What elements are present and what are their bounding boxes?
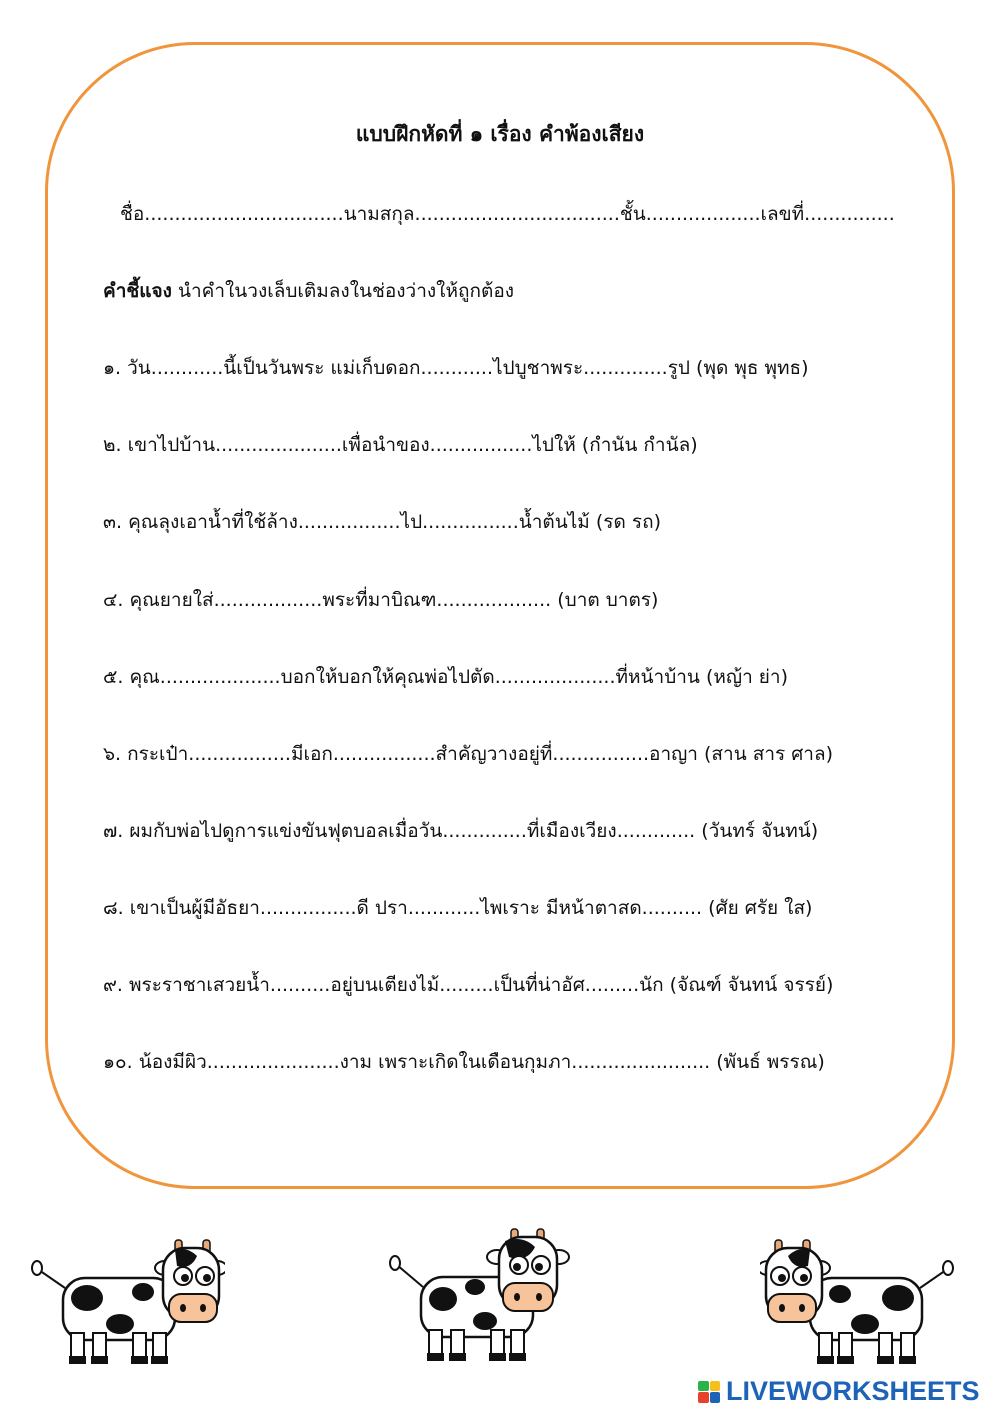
student-info-line: ชื่อ.................................นามสกุล..................................ชั้น...................เลขที่............... xyxy=(120,203,895,225)
question-6: ๖. กระเป๋า.................มีเอก.................สำคัญวางอยู่ที่................อาญา (สาน สาร ศาล) xyxy=(103,743,834,765)
logo-mark-icon xyxy=(698,1381,720,1403)
logo-text: LIVEWORKSHEETS xyxy=(726,1376,980,1406)
instruction xyxy=(103,276,514,306)
liveworksheets-logo[interactable] xyxy=(698,1376,980,1407)
question-9: ๙. พระราชาเสวยน้ำ..........อยู่บนเตียงไม้.........เป็นที่น่าอัศ.........นัก (จัณฑ์ จันทน์ จรรย์) xyxy=(103,974,834,996)
question-2: ๒. เขาไปบ้าน.....................เพื่อนำของ.................ไปให้ (กำนัน กำนัล) xyxy=(103,434,698,456)
question-7: ๗. ผมกับพ่อไปดูการแข่งขันฟุตบอลเมื่อวัน..............ที่เมืองเวียง............. (วันทร์ จันทน์) xyxy=(103,820,819,842)
question-3: ๓. คุณลุงเอาน้ำที่ใช้ล้าง.................ไป................น้ำต้นไม้ (รด รถ) xyxy=(103,511,661,533)
question-4: ๔. คุณยายใส่..................พระที่มาบิณฑ................... (บาต บาตร) xyxy=(103,589,659,611)
instruction-label: คำชี้แจง xyxy=(103,280,172,302)
question-5: ๕. คุณ....................บอกให้บอกให้คุณพ่อไปตัด....................ที่หน้าบ้าน (หญ้า ย่า) xyxy=(103,666,789,688)
cow-illustration-left xyxy=(25,1228,225,1373)
worksheet-title: แบบฝึกหัดที่ ๑ เรื่อง คำพ้องเสียง xyxy=(355,122,645,146)
cow-illustration-right xyxy=(760,1228,960,1373)
instruction-text: นำคำในวงเล็บเติมลงในช่องว่างให้ถูกต้อง xyxy=(177,280,515,302)
question-8: ๘. เขาเป็นผู้มีอัธยา................ดี ปรา............ไพเราะ มีหน้าตาสด.......... (ศัย ศรัย ใส) xyxy=(103,897,813,919)
question-10: ๑๐. น้องมีผิว......................งาม เพราะเกิดในเดือนกุมภา....................... (พันธ์ พรรณ) xyxy=(103,1051,825,1073)
cow-illustration-center xyxy=(385,1225,585,1370)
question-1: ๑. วัน............นี้เป็นวันพระ แม่เก็บดอก............ไปบูชาพระ..............รูป (พุด พุธ พุทธ) xyxy=(103,357,809,379)
